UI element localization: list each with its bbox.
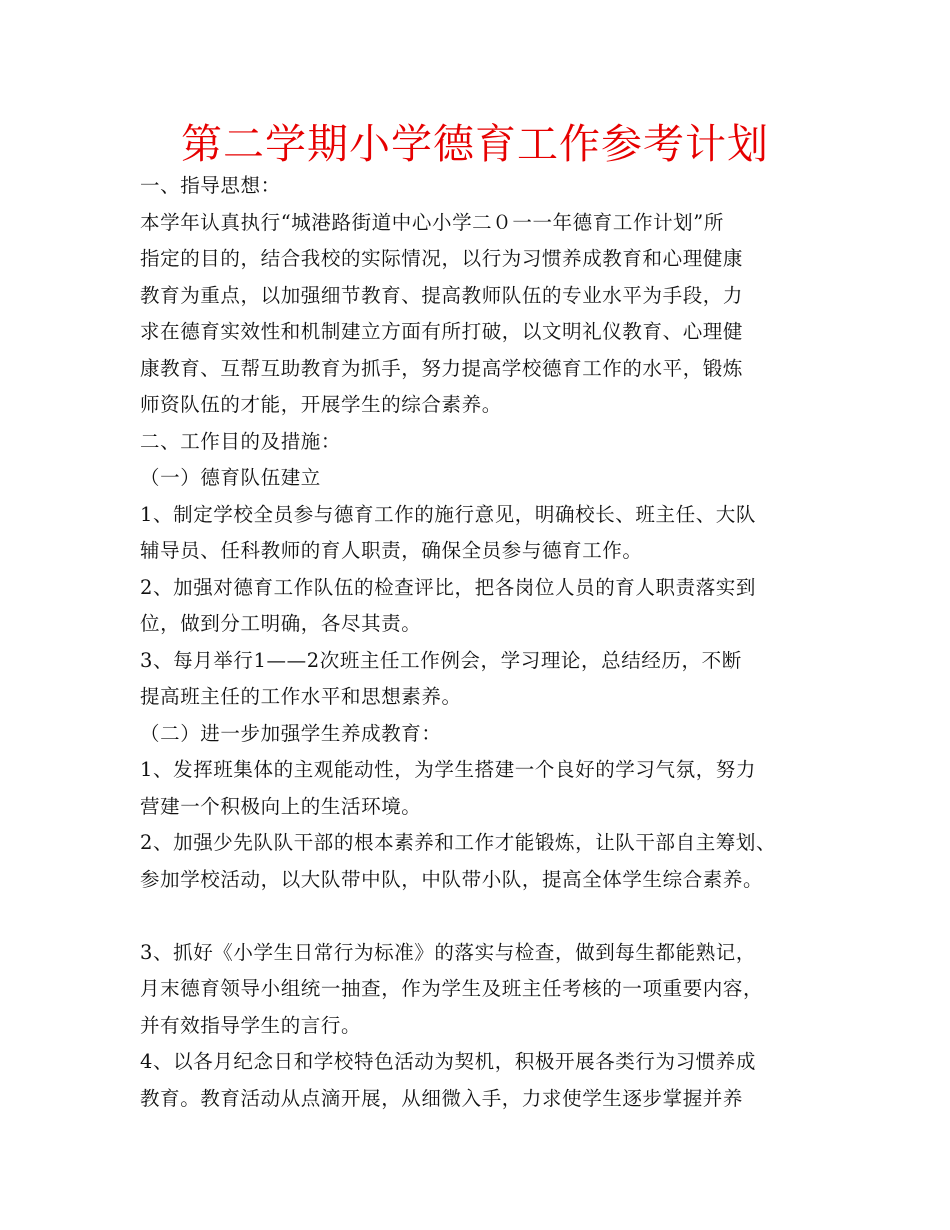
text-line: 本学年认真执行“城港路街道中心小学二０一一年德育工作计划”所 [140, 210, 724, 234]
text-line: 3、每月举行1——2次班主任工作例会，学习理论，总结经历，不断 [140, 648, 742, 672]
text-line: 指定的目的，结合我校的实际情况，以行为习惯养成教育和心理健康 [140, 247, 744, 270]
text-line: 4、以各月纪念日和学校特色活动为契机，积极开展各类行为习惯养成 [140, 1050, 757, 1073]
text-line: 参加学校活动，以大队带中队，中队带小队，提高全体学生综合素养。 [140, 867, 764, 891]
text-line: 营建一个积极向上的生活环境。 [140, 794, 422, 818]
text-line: 并有效指导学生的言行。 [140, 1013, 362, 1037]
text-line: （一）德育队伍建立 [140, 466, 321, 489]
document-body [140, 168, 830, 1117]
text-line: 3、抓好《小学生日常行为标准》的落实与检查，做到每生都能熟记， [140, 940, 757, 964]
text-line: 教育为重点，以加强细节教育、提高教师队伍的专业水平为手段，力 [140, 283, 744, 307]
text-line: 辅导员、任科教师的育人职责，确保全员参与德育工作。 [140, 539, 643, 562]
text-line: 1、发挥班集体的主观能动性，为学生搭建一个良好的学习气氛，努力 [140, 758, 757, 781]
text-line: 师资队伍的才能，开展学生的综合素养。 [140, 393, 502, 416]
text-line: 月末德育领导小组统一抽查，作为学生及班主任考核的一项重要内容， [140, 977, 764, 1000]
text-line: 二、工作目的及措施： [140, 429, 342, 453]
text-line: 求在德育实效性和机制建立方面有所打破，以文明礼仪教育、心理健 [140, 320, 744, 343]
document-title: 第二学期小学德育工作参考计划 [181, 120, 769, 168]
text-line: 康教育、互帮互助教育为抓手，努力提高学校德育工作的水平，锻炼 [140, 356, 744, 380]
text-line: 位，做到分工明确，各尽其责。 [140, 612, 422, 635]
text-line: 教育。教育活动从点滴开展，从细微入手，力求使学生逐步掌握并养 [140, 1086, 744, 1110]
blank-line [140, 898, 830, 935]
text-line: 2、加强少先队队干部的根本素养和工作才能锻炼，让队干部自主筹划、 [140, 831, 777, 854]
text-line: 2、加强对德育工作队伍的检查评比，把各岗位人员的育人职责落实到 [140, 575, 757, 599]
text-line: 一、指导思想： [140, 174, 281, 197]
text-line: （二）进一步加强学生养成教育： [140, 721, 442, 745]
text-line: 提高班主任的工作水平和思想素养。 [140, 685, 462, 708]
text-line: 1、制定学校全员参与德育工作的施行意见，明确校长、班主任、大队 [140, 502, 757, 526]
